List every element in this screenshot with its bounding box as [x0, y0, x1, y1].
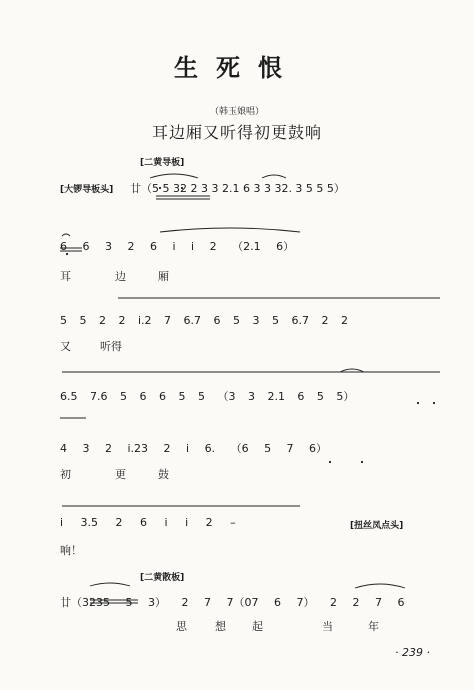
lyric-gu: 鼓	[158, 468, 169, 481]
tempo-marking-1: [二黄导板]	[140, 158, 185, 168]
lyric-tingde: 听得	[100, 340, 122, 353]
lyric-you: 又	[60, 340, 71, 353]
lyric-nian: 年	[368, 620, 379, 633]
music-line-1: 廿（5 5 32 2 3 3 2.1 6 3 3 32. 3 5 5 5）	[130, 182, 345, 195]
page-number: · 239 ·	[395, 646, 430, 659]
aria-title: 耳边厢又听得初更鼓响	[151, 123, 322, 142]
singer-credit: （韩玉娘唱）	[209, 107, 264, 117]
lyric-er: 耳	[60, 270, 71, 283]
lyric-xiang: 厢	[158, 270, 169, 283]
lyric-geng: 更	[115, 468, 126, 481]
lyric-qi: 起	[252, 620, 263, 633]
lyric-bian: 边	[115, 270, 126, 283]
lyric-xiang-end: 响！	[60, 544, 82, 557]
music-line-7: 廿（3235 5 3） 2 7 7（07 6 7） 2 2 7 6	[60, 596, 405, 609]
lyric-dang: 当	[322, 620, 333, 633]
lyric-xiang2: 想	[215, 620, 226, 633]
page-title: 生死恨	[174, 53, 300, 82]
tempo-marking-2: [二黄散板]	[140, 573, 185, 583]
lyric-si: 思	[176, 620, 187, 633]
music-line-5: 4 3 2 i.23 2 i 6. （6 5 7 6）	[60, 442, 328, 455]
music-line-2: 6 6 3 2 6 i i 2 （2.1 6）	[60, 240, 295, 253]
music-line-6: i 3.5 2 6 i i 2 –	[60, 516, 236, 529]
music-line-3: 5 5 2 2 i.2 7 6.7 6 5 3 5 6.7 2 2	[60, 314, 348, 327]
music-line-4: 6.5 7.6 5 6 6 5 5 （3 3 2.1 6 5 5）	[60, 390, 355, 403]
ending-marking: [扭丝凤点头]	[350, 521, 404, 531]
intro-marking: [大锣导板头]	[60, 185, 114, 195]
lyric-chu: 初	[60, 468, 71, 481]
